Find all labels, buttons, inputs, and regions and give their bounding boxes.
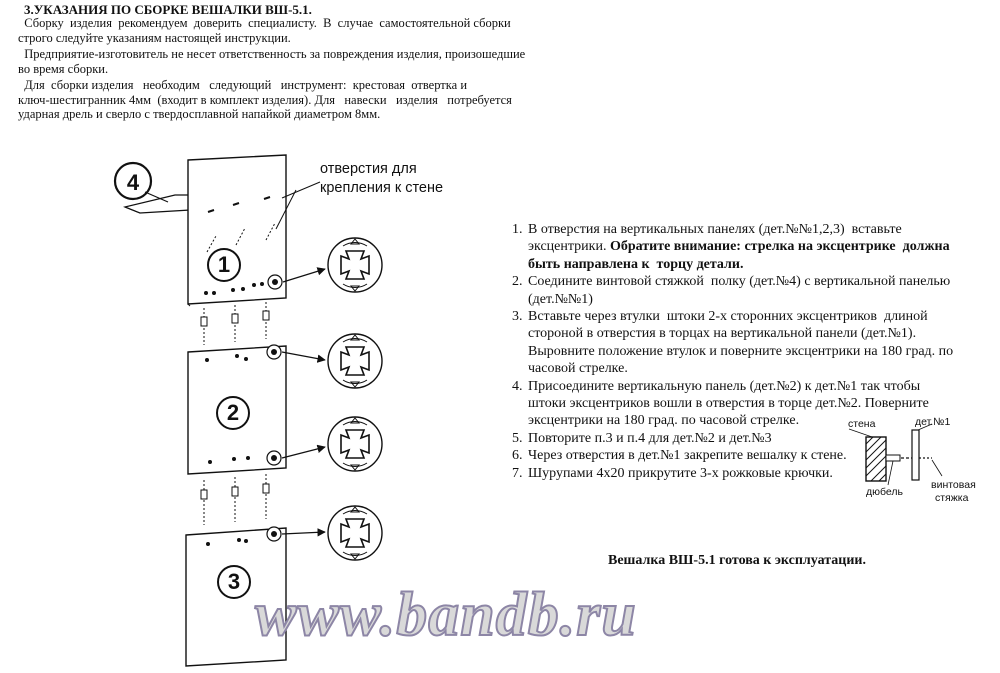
dowels-1-2	[201, 302, 269, 345]
intro-line: во время сборки.	[18, 61, 109, 76]
eccentric-cam-icon-2	[328, 334, 382, 388]
holes-label-line: отверстия для	[320, 161, 417, 177]
step-line	[528, 308, 952, 325]
eccentric-cam-icon-1	[328, 238, 382, 292]
step-text: В отверстия на вертикальных панелях (дет.№№1,2,3) вставьте	[528, 222, 902, 237]
ready-note: Вешалка ВШ-5.1 готова к эксплуатации.	[608, 553, 866, 568]
assembly-step	[512, 430, 952, 447]
screw-label	[931, 479, 976, 505]
assembly-step	[512, 378, 952, 430]
watermark-text: www.bandb.ru	[255, 581, 637, 649]
part-number-1: 1	[217, 252, 231, 277]
step-line	[528, 343, 952, 360]
assembly-step	[512, 273, 952, 308]
instructions-title: 3.УКАЗАНИЯ ПО СБОРКЕ ВЕШАЛКИ ВШ-5.1.	[24, 2, 312, 17]
step-line	[528, 273, 952, 290]
step-emphasis: быть направлена к торцу детали.	[528, 256, 744, 272]
part-1-label: дет.№1	[915, 416, 951, 428]
assembly-step	[512, 308, 952, 378]
step-line	[528, 378, 952, 395]
step-emphasis: Обратите внимание: стрелка на эксцентрике должна	[609, 239, 950, 255]
step-text: Шурупами 4х20 прикрутите 3-х рожковые крючки.	[528, 465, 833, 481]
step-number: 7.	[512, 465, 523, 481]
intro-line: ударная дрель и сверло с твердосплавной напайкой диаметром 8мм.	[18, 107, 381, 121]
dowels-2-3	[201, 474, 269, 525]
step-text: Через отверстия в дет.№1 закрепите вешалку к стене.	[528, 448, 847, 464]
step-text: Повторите п.3 и п.4 для дет.№2 и дет.№3	[528, 430, 772, 446]
step-number: 2.	[512, 274, 523, 290]
step-number: 6.	[512, 448, 523, 464]
intro-line: ключ-шестигранник 4мм (входит в комплект изделия). Для навески изделия потребуется	[18, 92, 512, 107]
assembly-step	[512, 465, 952, 482]
step-text: Вставьте через втулки штоки 2-х сторонних эксцентриков длиной	[528, 309, 928, 325]
step-line	[528, 360, 952, 377]
wall-label: стена	[848, 418, 876, 430]
intro-line: Сборку изделия рекомендуем доверить специалисту. В случае самостоятельной сборки	[18, 16, 511, 30]
step-line	[528, 430, 952, 447]
intro-line: Предприятие-изготовитель не несет ответственность за повреждения изделия, произошедшие	[18, 47, 526, 61]
eccentric-cam-icon-3	[328, 417, 382, 471]
intro-line: строго следуйте указаниям настоящей инструкции.	[18, 30, 291, 45]
step-text: Соедините винтовой стяжкой полку (дет.№4) с вертикальной панелью	[528, 274, 951, 290]
step-line	[528, 412, 952, 429]
screw-label-line: стяжка	[935, 492, 969, 504]
mounting-holes-label	[320, 160, 443, 198]
part-number-2: 2	[226, 400, 240, 425]
assembly-step	[512, 221, 952, 273]
step-line	[528, 256, 952, 273]
step-text: эксцентрики на 180 град. по часовой стрелке.	[528, 413, 800, 429]
step-text: Выровните положение втулок и поверните эксцентрики на 180 град. по	[528, 343, 954, 359]
step-number: 1.	[512, 222, 523, 237]
screw-label-line: винтовая	[931, 479, 976, 491]
panel-part-1	[188, 155, 325, 306]
step-text: стороной в отверстия в торцах на вертикальной панели (дет.№1).	[528, 326, 917, 342]
step-number: 5.	[512, 430, 523, 446]
step-text: (дет.№№1)	[528, 291, 593, 307]
step-line	[528, 395, 952, 412]
panel-part-2	[188, 345, 325, 474]
part-number-4: 4	[126, 170, 140, 195]
eccentric-cam-icon-4	[328, 506, 382, 560]
step-line	[528, 465, 952, 482]
intro-line: Для сборки изделия необходим следующий инструмент: крестовая отвертка и	[18, 78, 468, 92]
step-text: эксцентрики.	[528, 239, 610, 255]
step-line	[528, 221, 952, 238]
step-line	[528, 447, 952, 464]
step-line	[528, 291, 952, 308]
step-number: 4.	[512, 378, 523, 394]
dowel-label: дюбель	[866, 486, 903, 498]
step-text: Присоедините вертикальную панель (дет.№2) к дет.№1 так чтобы	[528, 378, 921, 394]
part-number-3: 3	[227, 569, 241, 594]
assembly-step	[512, 447, 952, 464]
step-number: 3.	[512, 309, 523, 325]
step-text: штоки эксцентриков вошли в отверстия в торце дет.№2. Поверните	[528, 396, 929, 412]
step-text: часовой стрелке.	[528, 361, 628, 377]
step-line	[528, 325, 952, 342]
step-line	[528, 238, 952, 255]
holes-label-line: крепления к стене	[320, 180, 444, 196]
assembly-steps-list	[512, 221, 952, 482]
